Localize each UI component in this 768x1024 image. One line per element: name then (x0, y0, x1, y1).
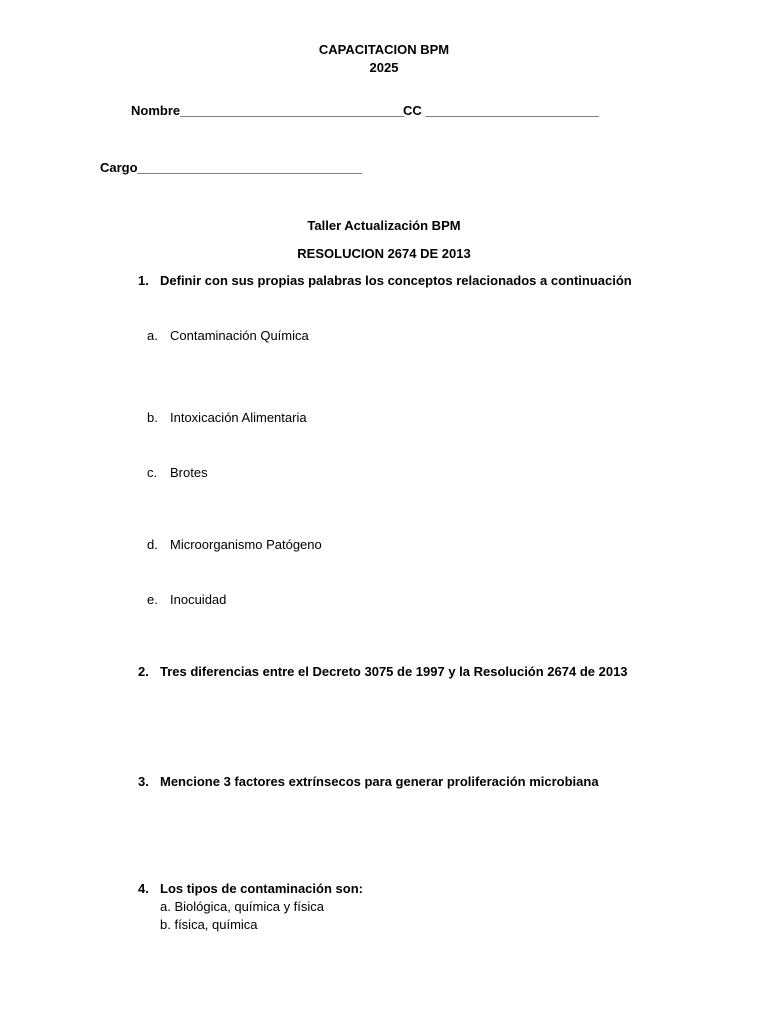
document-title: CAPACITACION BPM (318, 42, 450, 57)
question-text: Mencione 3 factores extrínsecos para generar proliferación microbiana (160, 774, 599, 789)
question-text: Definir con sus propias palabras los conceptos relacionados a continuación (160, 273, 632, 288)
answer-option-a: a. Biológica, química y física (160, 899, 325, 914)
question-number: 2. (138, 664, 149, 679)
nombre-field: Nombre_______________________________ (131, 103, 405, 118)
answer-option-b: b. física, química (160, 917, 258, 932)
list-item (147, 328, 309, 343)
question-number: 4. (138, 881, 149, 896)
item-text: Inocuidad (170, 592, 227, 607)
list-item (147, 592, 226, 607)
question-3 (138, 774, 599, 789)
question-4 (138, 881, 363, 896)
workshop-title: Taller Actualización BPM (307, 218, 461, 233)
question-2 (138, 664, 628, 679)
item-letter: b. (147, 410, 158, 425)
list-item (147, 537, 322, 552)
item-letter: a. (147, 328, 158, 343)
item-letter: c. (147, 465, 158, 480)
cc-field: CC ________________________ (403, 103, 599, 118)
question-text: Los tipos de contaminación son: (160, 881, 363, 896)
workshop-subtitle: RESOLUCION 2674 DE 2013 (297, 246, 471, 261)
question-1 (138, 273, 632, 288)
question-text: Tres diferencias entre el Decreto 3075 de 1997 y la Resolución 2674 de 2013 (160, 664, 628, 679)
question-number: 3. (138, 774, 149, 789)
item-text: Contaminación Química (170, 328, 309, 343)
cargo-field: Cargo_______________________________ (100, 160, 362, 175)
item-text: Microorganismo Patógeno (170, 537, 322, 552)
item-letter: e. (147, 592, 158, 607)
document-year: 2025 (369, 60, 399, 75)
list-item (147, 410, 307, 425)
item-text: Intoxicación Alimentaria (170, 410, 307, 425)
item-text: Brotes (170, 465, 208, 480)
question-number: 1. (138, 273, 149, 288)
item-letter: d. (147, 537, 158, 552)
list-item (147, 465, 208, 480)
